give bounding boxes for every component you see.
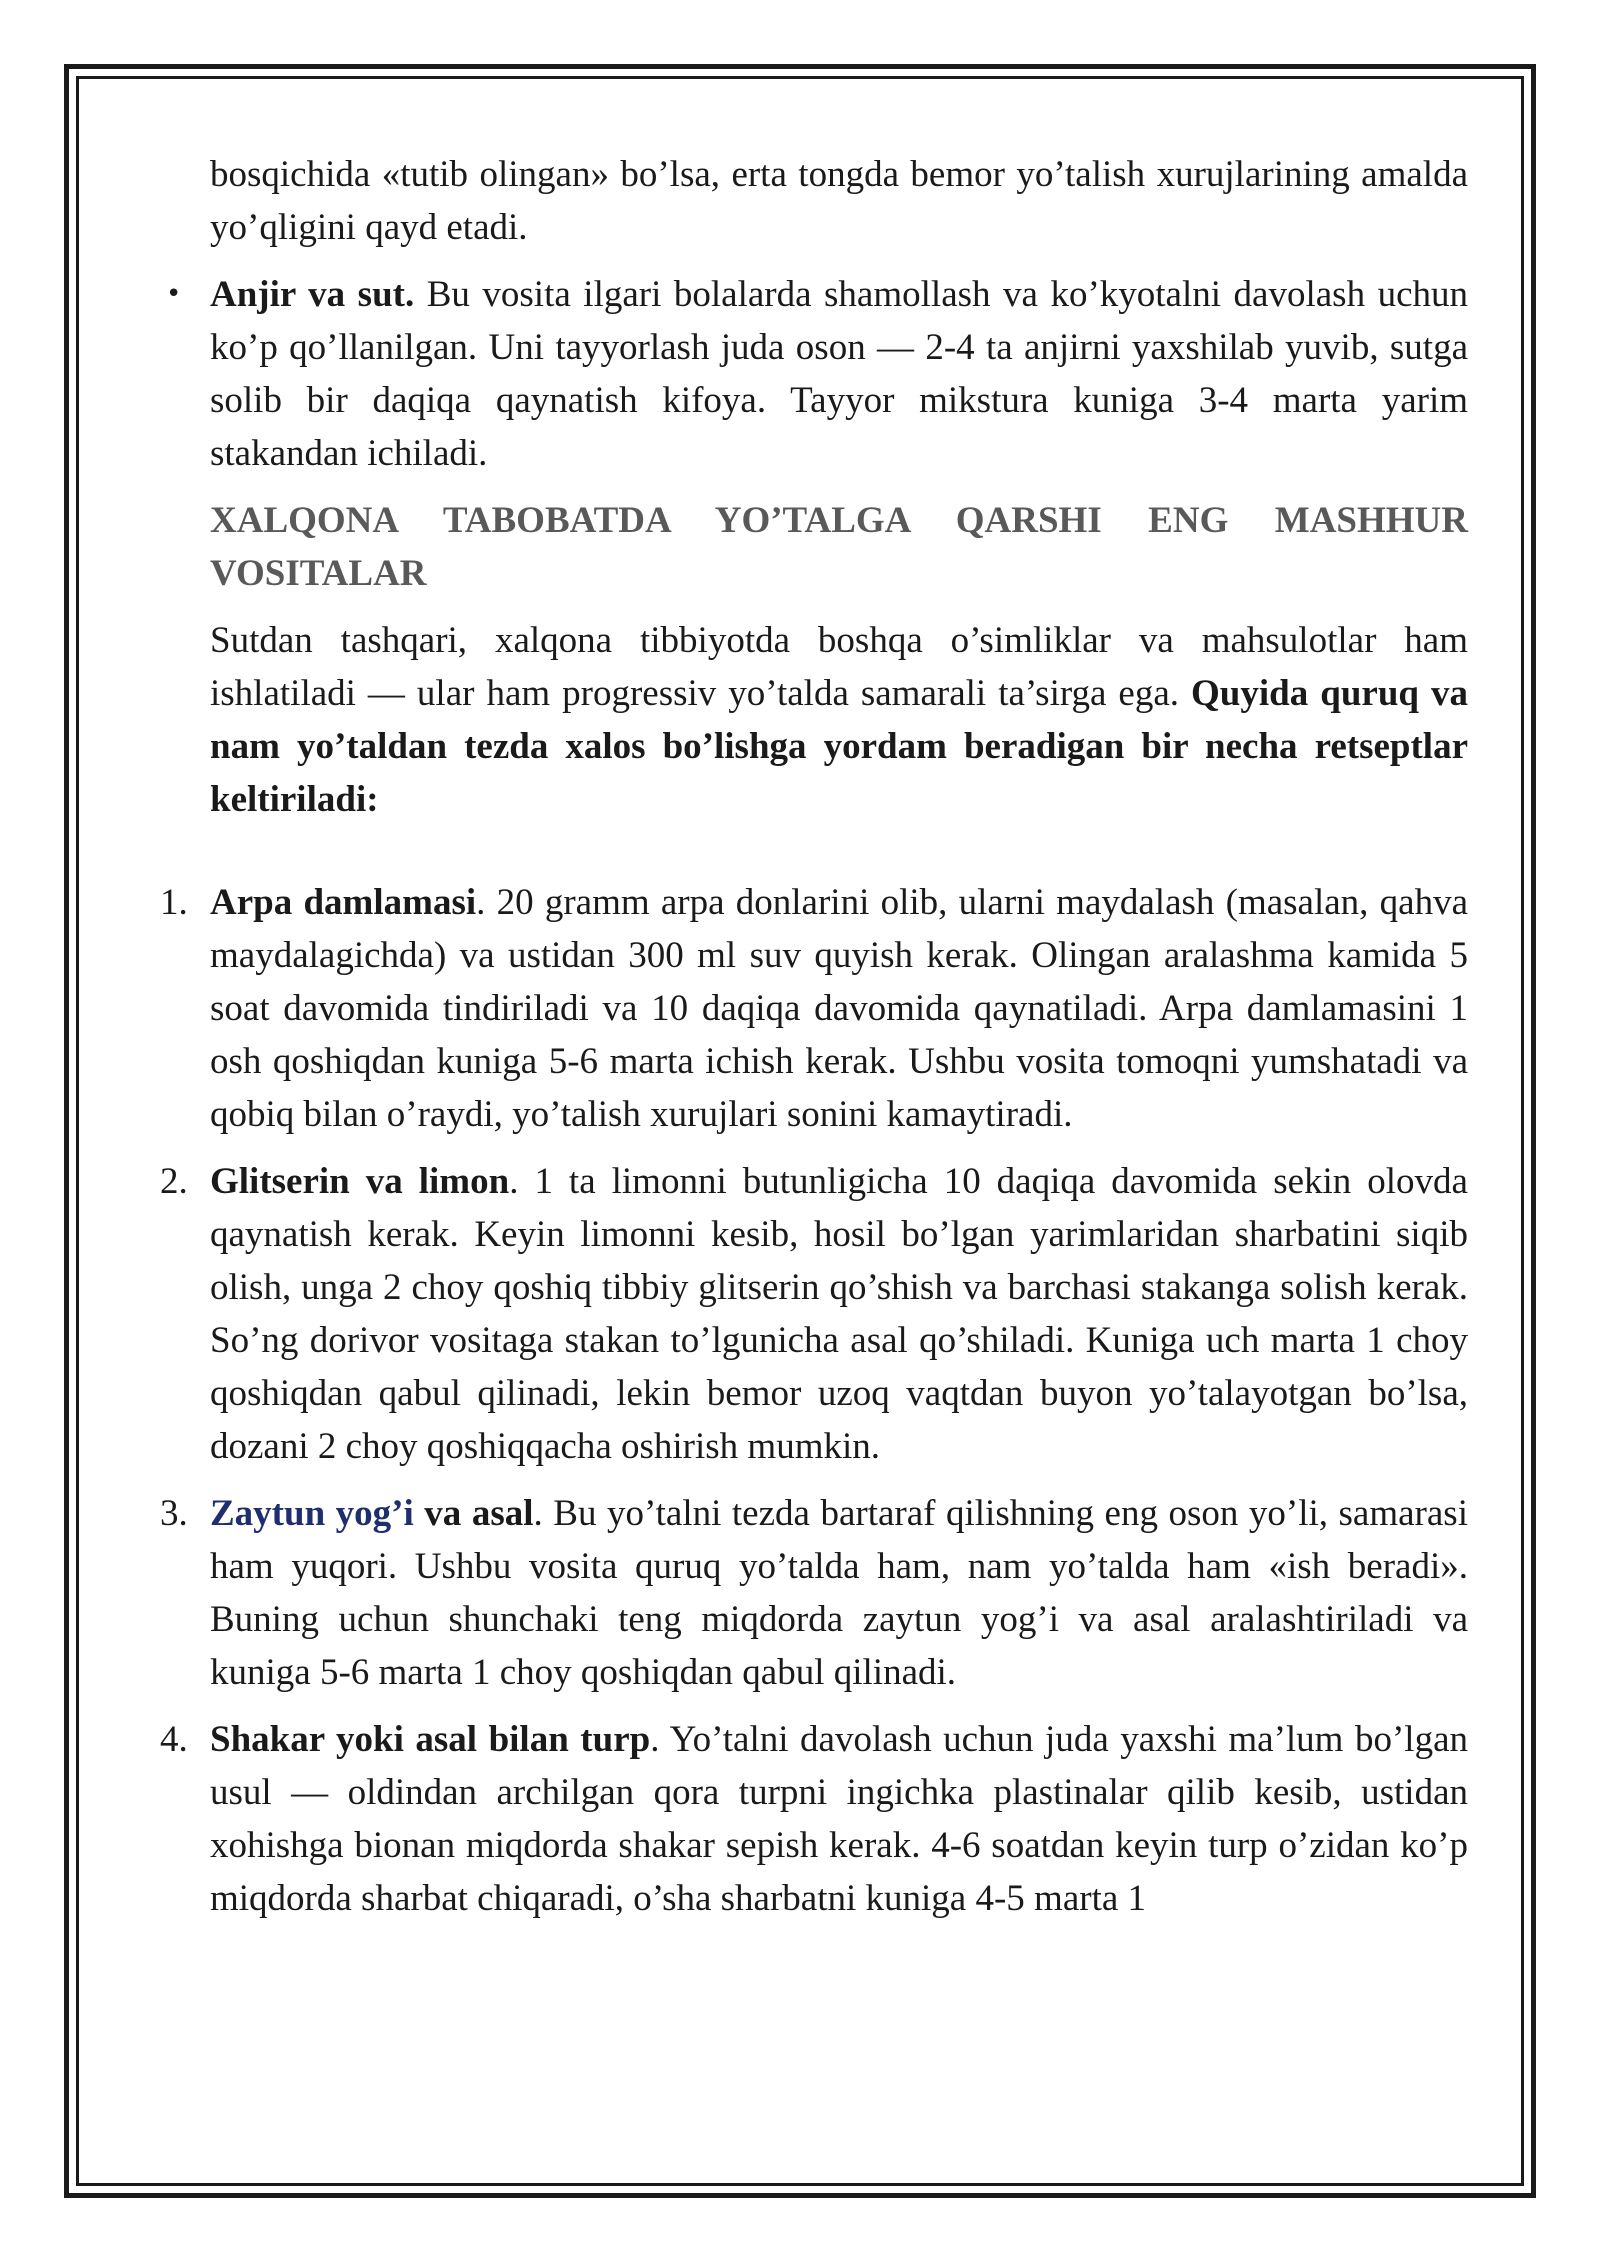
recipe-title: Arpa damlamasi [210, 882, 477, 923]
recipe-text: . 20 gramm arpa donlarini olib, ularni maydalash (masalan, qahva maydalagichda) va ustidan 300 ml suv quyish kerak. Olingan aralashma kamida 5 soat davomida tindiriladi va 10 daqiqa davomida qaynatiladi. Arpa damlamasini 1 osh qoshiqdan kuniga 5-6 marta ichish kerak. Ushbu vosita tomoqni yumshatadi va qobiq bilan o’raydi, yo’talish xurujlari sonini kamaytiradi. [210, 882, 1468, 1135]
recipe-text: . Bu yo’talni tezda bartaraf qilishning eng oson yo’li, samarasi ham yuqori. Ushbu vosita quruq yo’talda ham, nam yo’talda ham «ish beradi». Buning uchun shunchaki teng miqdorda zaytun yog’i va asal aralashtiriladi va kuniga 5-6 marta 1 choy qoshiqdan qabul qilinadi. [210, 1493, 1468, 1693]
bullet-paragraph [210, 268, 1468, 480]
continued-paragraph: bosqichida «tutib olingan» bo’lsa, erta tongda bemor yo’talish xurujlarining amalda yo’qligini qayd etadi. [210, 154, 1468, 248]
list-item [160, 876, 1468, 1141]
list-number: 1. [160, 882, 188, 923]
recipe-text: . Yo’talni davolash uchun juda yaxshi ma’lum bo’lgan usul — oldindan archilgan qora turpni ingichka plastinalar qilib kesib, ustidan xohishga bionan miqdorda shakar sepish kerak. 4-6 soatdan keyin turp o’zidan ko’p miqdorda sharbat chiqaradi, o’sha sharbatni kuniga 4-5 marta 1 [210, 1719, 1469, 1919]
recipe-paragraph [210, 1487, 1468, 1699]
document-body [160, 148, 1469, 1939]
recipe-list [160, 876, 1469, 1925]
list-item [160, 1155, 1468, 1473]
recipe-paragraph [210, 876, 1468, 1141]
list-number: 3. [160, 1493, 188, 1534]
list-number: 2. [160, 1161, 188, 1202]
recipe-paragraph [210, 1155, 1468, 1473]
recipe-title: Glitserin va limon [210, 1161, 510, 1202]
intro-text: Sutdan tashqari, xalqona tibbiyotda boshqa o’simliklar va mahsulotlar ham ishlatiladi — ular ham progressiv yo’talda samarali ta’sirga ega. [210, 620, 1468, 714]
zaytun-link[interactable]: Zaytun yog’i [210, 1493, 414, 1534]
bullet-dot-icon: • [166, 279, 182, 309]
recipe-title: va asal [413, 1493, 534, 1534]
intro-bold: Quyida quruq va nam yo’taldan tezda xalos bo’lishga yordam beradigan bir necha retseptlar keltiriladi: [210, 673, 1468, 820]
list-number: 4. [160, 1719, 188, 1760]
recipe-title: Shakar yoki asal bilan turp [210, 1719, 651, 1760]
bullet-title: Anjir va sut. [210, 274, 415, 315]
recipe-text: . 1 ta limonni butunligicha 10 daqiqa davomida sekin olovda qaynatish kerak. Keyin limonni kesib, hosil bo’lgan yarimlaridan sharbatini siqib olish, unga 2 choy qoshiq tibbiy glitserin qo’shish va barchasi stakanga solish kerak. So’ng dorivor vositaga stakan to’lgunicha asal qo’shiladi. Kuniga uch marta 1 choy qoshiqdan qabul qilinadi, lekin bemor uzoq vaqtdan buyon yo’talayotgan bo’lsa, dozani 2 choy qoshiqqacha oshirish mumkin. [210, 1161, 1468, 1467]
intro-paragraph [210, 614, 1468, 826]
section-heading: XALQONA TABOBATDA YO’TALGA QARSHI ENG MASHHUR VOSITALAR [210, 500, 1468, 594]
bullet-item-anjir [166, 268, 1468, 480]
list-item [160, 1487, 1468, 1699]
recipe-paragraph [210, 1713, 1468, 1925]
list-item [160, 1713, 1469, 1925]
bullet-text: Bu vosita ilgari bolalarda shamollash va ko’kyotalni davolash uchun ko’p qo’llanilgan. Uni tayyorlash juda oson — 2-4 ta anjirni yaxshilab yuvib, sutga solib bir daqiqa qaynatish kifoya. Tayyor mikstura kuniga 3-4 marta yarim stakandan ichiladi. [210, 274, 1468, 474]
